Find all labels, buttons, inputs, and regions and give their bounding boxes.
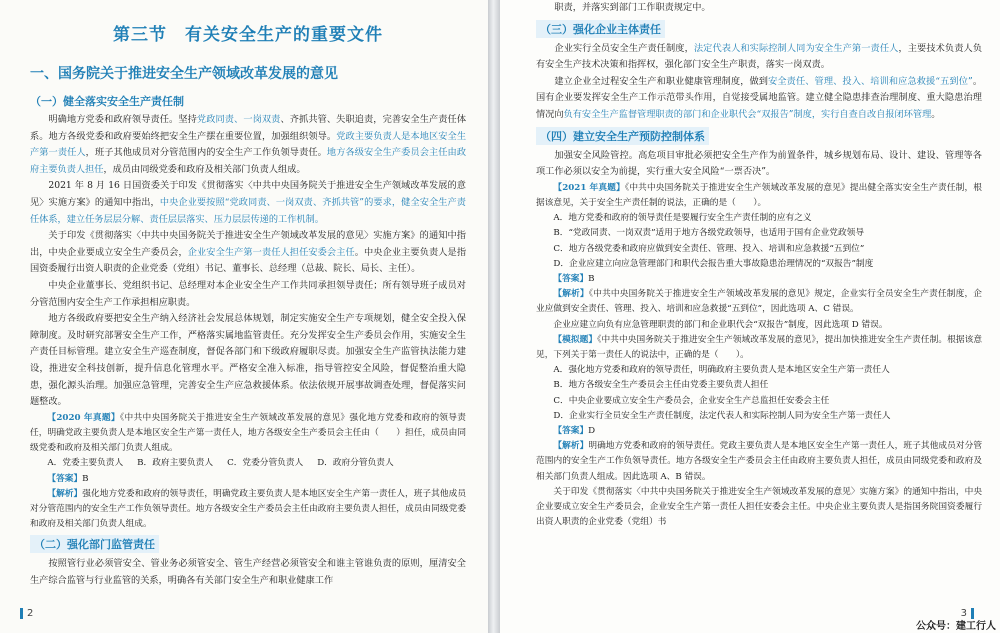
question-tag: 【2020 年真题】 [47, 412, 120, 423]
answer: 【答案】D [553, 426, 596, 436]
question-options: A．党委主要负责人 B．政府主要负责人 C．党委分管负责人 D．政府分管负责人 [47, 458, 394, 469]
paragraph-6: 按照管行业必须管安全、管业务必须管安全、管生产经营必须管安全和谁主管谁负责的原则，厘清安全生产综合监管与行业监管的关系，明确各有关部门安全生产和职业健康工作 [30, 558, 466, 586]
paragraph-4: 中央企业董事长、党组织书记、总经理对本企业安全生产工作共同承担领导责任；所有领导班子成员对分管范围内安全生产工作承担相应职责。 [30, 279, 466, 308]
question-2021: 【2021 年真题】《中共中央国务院关于推进安全生产领域改革发展的意见》提出健全落实安全生产责任制，根据该意见，关于安全生产责任制的说法，正确的是（ ）。 A．地方党委和政府的领导责任是要履行安全生产责任制的应有之义 B．“党政同责、一岗双责”适用于地方各级党政领导，也适用于国有企业党政领导 C．地方各级党委和政府应做到安全责任、管理、投入、培训和应急救援“五到位” D．企业应建立向应急管理部门和职代会报告重大事故隐患治理情况的“双报告”制度 【答案】B 【解析】《中共中央国务院关于推进安全生产领域改革发展的意见》规定，企业实行全员安全生产责任制度，企业应做到安全责任、管理、投入、培训和应急救援“五到位”，因此选项 A、C 错误。 企业应建立向负有应急管理职责的部门和企业职代会“双报告”制度，因此选项 D 错误。 [536, 181, 982, 333]
subsection-title-2: （二）强化部门监管责任 [30, 535, 159, 553]
paragraph-7: 企业实行全员安全生产责任制度，法定代表人和实际控制人同为安全生产第一责任人，主要技术负责人负有安全生产技术决策和指挥权，强化部门安全生产职责，落实一岗双责。 [536, 42, 983, 71]
explanation: 【解析】明确地方党委和政府的领导责任。党政主要负责人是本地区安全生产第一责任人，班子其他成员对分管范围内的安全生产工作负领导责任。地方各级安全生产委员会主任由政府主要负责人担任，成员由同级党委和政府及相关部门负责人组成。因此选项 A、B 错误。 [536, 441, 983, 482]
paragraph-5: 地方各级政府要把安全生产纳入经济社会发展总体规划，制定实施安全生产专项规划，健全安全投入保障制度。及时研究部署安全生产工作，严格落实属地监管责任。充分发挥安全生产委员会作用，实施安全生产责任目标管理。建立安全生产巡查制度，督促各部门和下级政府履职尽责。加强安全生产监管执法能力建设，推进安全科技创新，提升信息化管理水平。严格安全准入标准，指导管控安全风险，督促整治重大隐患，强化源头治理。加强应急管理，完善安全生产应急救援体系。依法依规开展事故调查处理，督促落实问题整改。 [30, 313, 466, 408]
page-number: 3 [961, 608, 974, 619]
watermark: 公众号：建工行人 [916, 621, 996, 632]
chapter-title: 第三节 有关安全生产的重要文件 [113, 25, 383, 45]
explanation-cont: 企业应建立向负有应急管理职责的部门和企业职代会“双报告”制度，因此选项 D 错误。 [553, 319, 888, 330]
continued-line: 职责，并落实到部门工作职责规定中。 [554, 2, 711, 13]
subsection-title-4: （四）建立安全生产预防控制体系 [536, 127, 709, 145]
section-title: 一、国务院关于推进安全生产领域改革发展的意见 [30, 66, 338, 82]
explanation-cont: 关于印发《贯彻落实〈中共中央国务院关于推进安全生产领域改革发展的意见〉实施方案》的通知中指出，中央企业要成立安全生产委员会，企业安全生产第一责任人担任安委会主任。中央企业主要负责人是指国务院国资委履行出资人职责的企业党委（党组）书 [536, 486, 982, 528]
question-2020: 【2020 年真题】《中共中央国务院关于推进安全生产领域改革发展的意见》强化地方党委和政府的领导责任，明确党政主要负责人是本地区安全生产第一责任人，地方各级安全生产委员会主任由（ ）担任，成员由同级党委和政府及相关部门负责人组成。 A．党委主要负责人 B．政府主要负责人 C．党委分管负责人 D．政府分管负责人 【答案】B 【解析】强化地方党委和政府的领导责任，明确党政主要负责人是本地区安全生产第一责任人，班子其他成员对分管范围内的安全生产工作负领导责任。地方各级安全生产委员会主任由政府主要负责人担任，成员由同级党委和政府及相关部门负责人组成。 [30, 411, 466, 533]
question-mock: 【模拟题】《中共中央国务院关于推进安全生产领域改革发展的意见》，提出加快推进安全生产责任制。根据该意见，下列关于第一责任人的说法中，正确的是（ ）。 A．强化地方党委和政府的领导责任，明确政府主要负责人是本地区安全生产第一责任人 B．地方各级安全生产委员会主任由党委主要负责人担任 C．中央企业要成立安全生产委员会，企业安全生产总监担任安委会主任 D．企业实行全员安全生产责任制度，法定代表人和实际控制人同为安全生产第一责任人 【答案】D 【解析】明确地方党委和政府的领导责任。党政主要负责人是本地区安全生产第一责任人，班子其他成员对分管范围内的安全生产工作负领导责任。地方各级安全生产委员会主任由政府主要负责人担任，成员由同级党委和政府及相关部门负责人组成。因此选项 A、B 错误。 关于印发《贯彻落实〈中共中央国务院关于推进安全生产领域改革发展的意见〉实施方案》的通知中指出，中央企业要成立安全生产委员会，企业安全生产第一责任人担任安委会主任。中央企业主要负责人是指国务院国资委履行出资人职责的企业党委（党组）书 [536, 333, 982, 531]
subsection-title-1: （一）健全落实安全生产责任制 [30, 95, 184, 108]
paragraph-3: 关于印发《贯彻落实〈中共中央国务院关于推进安全生产领域改革发展的意见〉实施方案》的通知中指出，中央企业要成立安全生产委员会，企业安全生产第一责任人担任安委会主任。中央企业主要负责人是指国资委履行出资人职责的企业党委（党组）书记、董事长、总经理（总裁、院长、局长、主任）。 [30, 230, 467, 275]
answer: 【答案】B [553, 273, 595, 284]
subsection-title-3: （三）强化企业主体责任 [536, 20, 665, 38]
book-gutter [488, 0, 500, 633]
left-page [0, 0, 488, 633]
explanation: 【解析】《中共中央国务院关于推进安全生产领域改革发展的意见》规定，企业实行全员安全生产责任制度，企业应做到安全责任、管理、投入、培训和应急救援“五到位”，因此选项 A、C 错误。 [536, 289, 982, 315]
page-number: 2 [20, 608, 33, 619]
paragraph-1: 明确地方党委和政府领导责任。坚持党政同责、一岗双责、齐抓共管、失职追责，完善安全生产责任体系。地方各级党委和政府要始终把安全生产摆在重要位置，加强组织领导。党政主要负责人是本地区安全生产第一责任人，班子其他成员对分管范围内的安全生产工作负领导责任。地方各级安全生产委员会主任由政府主要负责人担任，成员由同级党委和政府及相关部门负责人组成。 [30, 114, 467, 175]
right-page [500, 0, 1000, 633]
paragraph-2: 2021 年 8 月 16 日国资委关于印发《贯彻落实〈中共中央国务院关于推进安全生产领域改革发展的意见〉实施方案》的通知中指出，中央企业要按照“党政同责、一岗双责、齐抓共管”的要求，健全安全生产责任体系，建立任务层层分解、责任层层落实、压力层层传递的工作机制。 [30, 180, 466, 225]
answer: 【答案】B [47, 473, 89, 484]
explanation: 【解析】强化地方党委和政府的领导责任，明确党政主要负责人是本地区安全生产第一责任人，班子其他成员对分管范围内的安全生产工作负领导责任。地方各级安全生产委员会主任由政府主要负责人担任，成员由同级党委和政府及相关部门负责人组成。 [30, 488, 467, 530]
paragraph-8: 建立企业全过程安全生产和职业健康管理制度，做到安全责任、管理、投入、培训和应急救援“五到位”。国有企业要发挥安全生产工作示范带头作用，自觉接受属地监管。建立健全隐患排查治理制度、重大隐患治理情况向负有安全生产监督管理职责的部门和企业职代会“双报告”制度，实行自查自改自报闭环管理。 [536, 75, 983, 120]
paragraph-9: 加强安全风险管控。高危项目审批必须把安全生产作为前置条件，城乡规划布局、设计、建设、管理等各项工作必须以安全为前提，实行重大安全风险“一票否决”。 [536, 149, 982, 178]
